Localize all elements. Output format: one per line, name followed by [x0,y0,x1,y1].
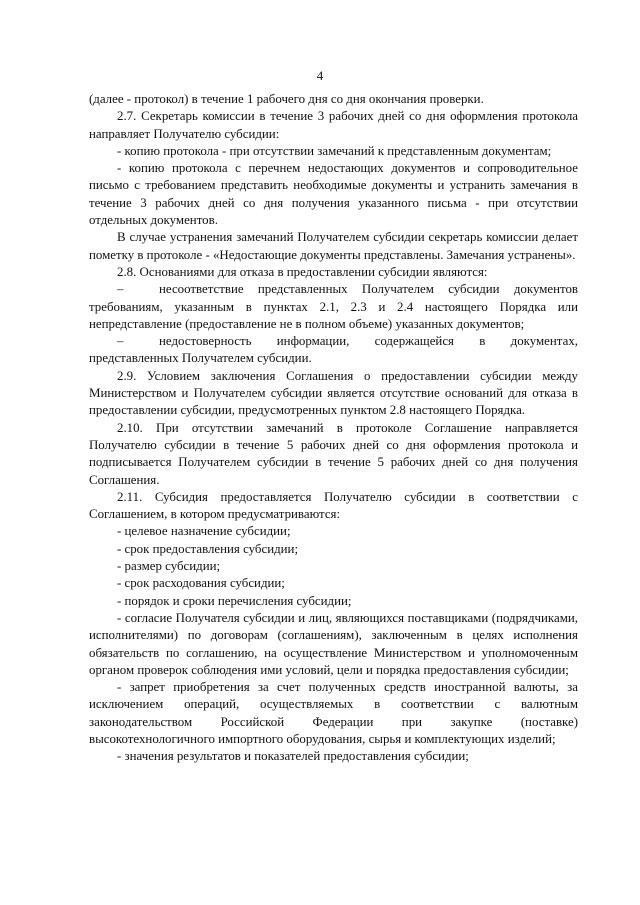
page-number: 4 [316,68,324,83]
paragraph-results-values: - значения результатов и показателей предоставления субсидии; [117,749,469,764]
paragraph-currency-ban: - запрет приобретения за счет полученных средств иностранной валюты, за исключением операций, осуществляемых в соответствии с валютным законодательством Российской Федерации при закупке (поставке) высокотехнологичного импортного оборудования, сырья и комплектующих изделий; [89,680,578,746]
list-dash: – [117,282,124,297]
refusal-ground-1-text: несоответствие представленных Получателем субсидии документов требованиям, указанным в пунктах 2.1, 2.3 и 2.4 настоящего Порядка или непредставление (предоставление не в полном объеме) указанных документов; [89,282,578,331]
paragraph-protocol-copy-with-list: - копию протокола с перечнем недостающих документов и сопроводительное письмо с требованием представить необходимые документы и устранить замечания в течение 3 рабочих дней со дня получения указанного письма - при отсутствии отдельных документов. [89,161,578,228]
paragraph-2-10: 2.10. При отсутствии замечаний в протоколе Соглашение направляется Получателю субсидии в течение 5 рабочих дней со дня оформления протокола и подписывается Получателем субсидии в течение 5 рабочих дней со дня получения Соглашения. [89,420,578,487]
paragraph-protocol-continuation: (далее - протокол) в течение 1 рабочего дня со дня окончания проверки. [89,92,484,106]
paragraph-refusal-ground-2 [89,333,578,368]
paragraph-2-7: 2.7. Секретарь комиссии в течение 3 рабочих дней со дня оформления протокола направляет Получателю субсидии: [89,109,578,141]
list-item: - срок расходования субсидии; [117,576,285,591]
document-body [89,91,578,766]
paragraph-2-11: 2.11. Субсидия предоставляется Получателю субсидии в соответствии с Соглашением, в котором предусматриваются: [89,489,578,522]
paragraph-2-9: 2.9. Условием заключения Соглашения о предоставлении субсидии между Министерством и Получателем субсидии является отсутствие оснований для отказа в предоставлении субсидии, предусмотренных пунктом 2.8 настоящего Порядка. [89,368,578,418]
list-item: - размер субсидии; [117,559,221,574]
paragraph-protocol-copy: - копию протокола - при отсутствии замечаний к представленным документам; [117,143,552,158]
paragraph-2-8: 2.8. Основаниями для отказа в предоставлении субсидии являются: [117,264,488,279]
list-dash: – [117,334,124,349]
list-item: - порядок и сроки перечисления субсидии; [117,593,352,608]
list-item: - срок предоставления субсидии; [117,541,299,556]
agreement-terms-list [89,523,578,609]
list-item: - целевое назначение субсидии; [117,524,291,539]
refusal-ground-2-text: недостоверность информации, содержащейся в документах, представленных Получателем субсидии. [89,334,578,366]
paragraph-consent: - согласие Получателя субсидии и лиц, являющихся поставщиками (подрядчиками, исполнителями) по договорам (соглашениям), заключенным в целях исполнения обязательств по соглашению, на осуществление Министерством и уполномоченным органом проверок соблюдения ими условий, цели и порядка предоставления субсидии; [89,610,578,677]
paragraph-refusal-ground-1 [89,281,578,333]
paragraph-remarks-eliminated: В случае устранения замечаний Получателем субсидии секретарь комиссии делает пометку в протоколе - «Недостающие документы представлены. Замечания устранены». [89,230,578,262]
